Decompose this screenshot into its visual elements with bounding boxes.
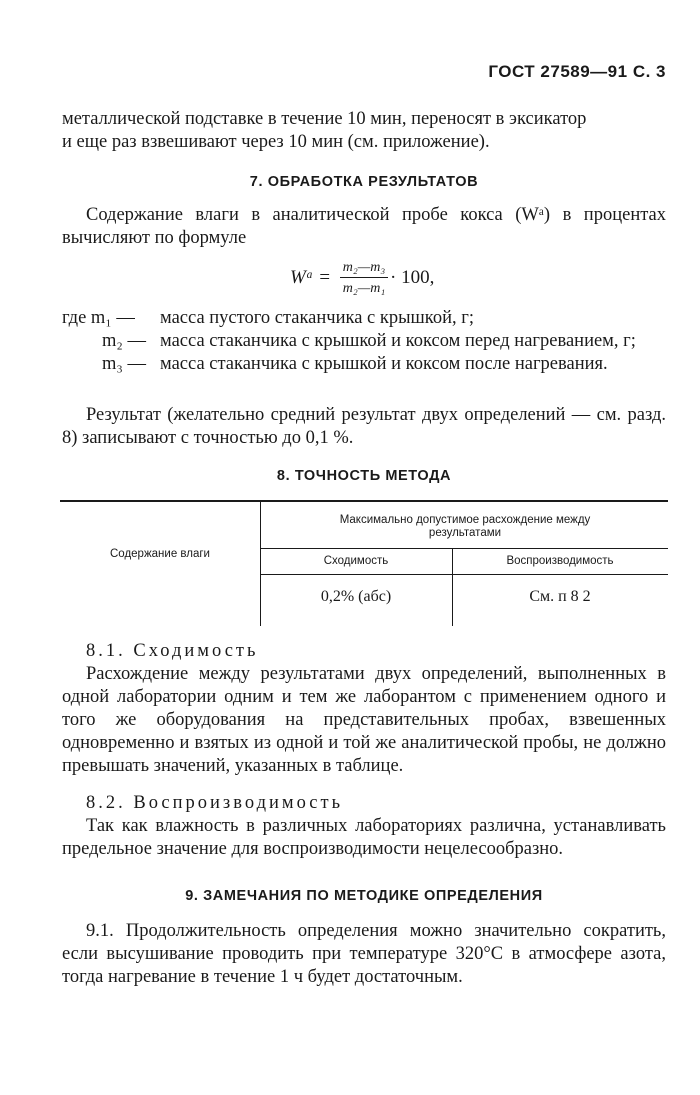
result-text: Результат (желательно средний результат двух определений — см. разд. 8) записывают с точностью до 0,1 %. bbox=[62, 405, 666, 448]
legend-item-m3 bbox=[62, 353, 666, 376]
legend-text: масса пустого стаканчика с крышкой, г; bbox=[160, 308, 474, 328]
table-header-rule bbox=[260, 574, 668, 575]
table-header-moisture: Содержание влаги bbox=[110, 548, 210, 560]
formula-numerator: m₂—m₃ bbox=[340, 260, 388, 278]
result-paragraph bbox=[62, 404, 666, 450]
table-value-reproducibility: См. п 8 2 bbox=[529, 588, 591, 605]
table-header-group: Максимально допустимое расхождение между результатами bbox=[339, 514, 591, 539]
subsection-8-1-title: 8.1. Сходимость bbox=[86, 641, 259, 661]
intro-line-1: металлической подставке в течение 10 мин, переносят в эксикатор bbox=[62, 109, 587, 129]
legend-item-m1 bbox=[62, 307, 666, 330]
subsection-8-2-text: Так как влажность в различных лабораториях различна, устанавливать предельное значение для воспроизводимости нецелесообразно. bbox=[62, 816, 666, 859]
intro-paragraph bbox=[62, 108, 666, 154]
section-8-title: 8. ТОЧНОСТЬ МЕТОДА bbox=[276, 468, 452, 484]
page-header-code: ГОСТ 27589—91 С. 3 bbox=[488, 62, 666, 81]
section-7-lead bbox=[62, 204, 666, 250]
legend-label: m₂ — bbox=[102, 331, 146, 351]
formula-denominator: m₂—m₁ bbox=[342, 281, 386, 296]
section-7-title: 7. ОБРАБОТКА РЕЗУЛЬТАТОВ bbox=[249, 174, 479, 190]
subsection-8-1 bbox=[62, 640, 666, 778]
section-9-title: 9. ЗАМЕЧАНИЯ ПО МЕТОДИКЕ ОПРЕДЕЛЕНИЯ bbox=[185, 888, 543, 904]
subsection-9-1-text: 9.1. Продолжительность определения можно значительно сократить, если высушивание проводить при температуре 320°C в атмосфере азота, тогда нагревание в течение 1 ч будет достаточным. bbox=[62, 921, 666, 987]
accuracy-table bbox=[60, 500, 668, 626]
table-header-repeatability: Сходимость bbox=[323, 555, 389, 567]
formula-lhs: Wᵃ = bbox=[290, 267, 331, 288]
table-value-repeatability: 0,2% (абс) bbox=[320, 588, 392, 605]
table-header-reproducibility: Воспроизводимость bbox=[506, 555, 614, 567]
legend-item-m2 bbox=[62, 330, 666, 353]
subsection-8-2 bbox=[62, 792, 666, 861]
subsection-9-1 bbox=[62, 920, 666, 989]
intro-line-2: и еще раз взвешивают через 10 мин (см. приложение). bbox=[62, 132, 490, 152]
subsection-8-2-title: 8.2. Воспроизводимость bbox=[86, 793, 344, 813]
formula-rhs: · 100, bbox=[390, 267, 435, 288]
table-top-rule bbox=[60, 500, 668, 502]
legend-label: m₃ — bbox=[102, 354, 146, 374]
legend-text: масса стаканчика с крышкой и коксом перед нагреванием, г; bbox=[160, 331, 636, 351]
legend-text: масса стаканчика с крышкой и коксом после нагревания. bbox=[160, 354, 608, 374]
formula-legend bbox=[62, 307, 666, 376]
formula-fraction bbox=[340, 260, 388, 297]
section-7-lead-text: Содержание влаги в аналитической пробе кокса (Wᵃ) в процентах вычисляют по формуле bbox=[62, 205, 666, 248]
legend-label: где m₁ — bbox=[62, 308, 135, 328]
table-group-rule bbox=[260, 548, 668, 549]
subsection-8-1-text: Расхождение между результатами двух определений, выполненных в одной лаборатории одним и тем же лаборантом с применением одного и того же оборудования на представительных пробах, взвешенных одновременно и взятых из одной и той же аналитической пробы, не должно превышать значений, указанных в таблице. bbox=[62, 664, 666, 776]
